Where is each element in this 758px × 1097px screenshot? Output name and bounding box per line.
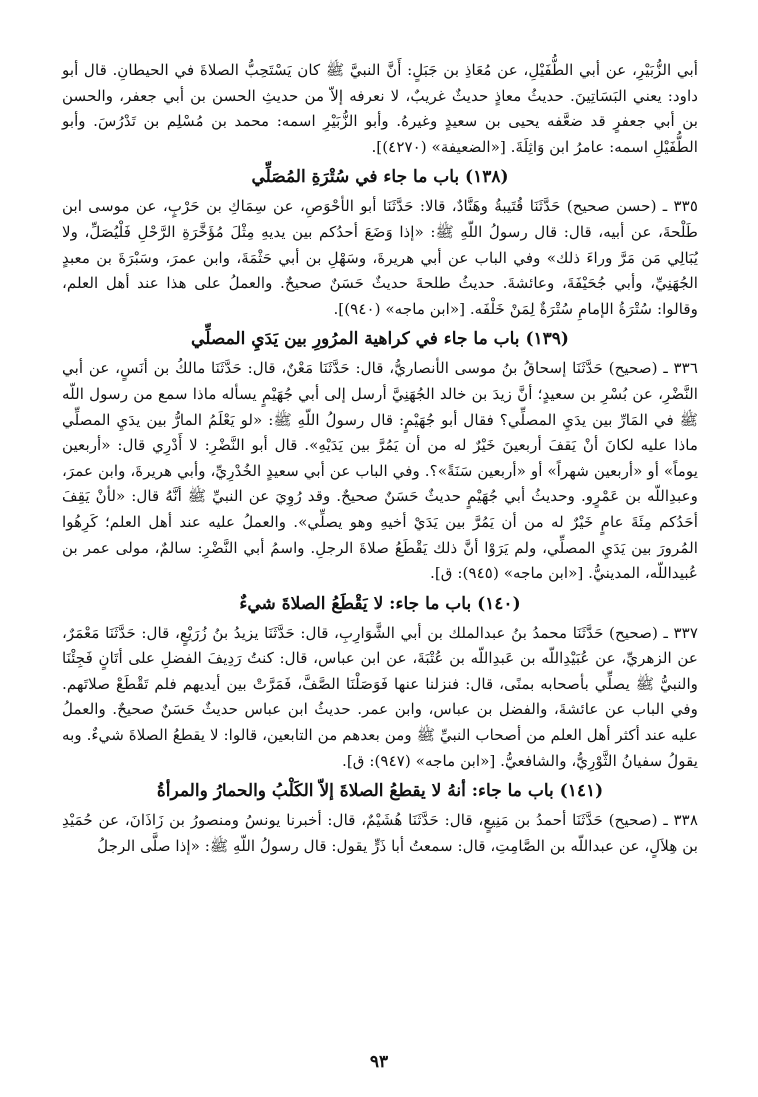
chapter-heading: (١٣٩) باب ما جاء في كراهية المرُورِ بين يَدَيِ المصلِّي — [191, 329, 569, 350]
hadith-paragraph: ٣٣٦ ـ (صحيح) حَدَّثَنَا إسحاقُ بنُ موسى الأنصاريُّ، قال: حَدَّثَنَا مَعْنٌ، قال: حَدَّثَنَا مالكُ بن أنَسٍ، عن أبي النَّضْرِ، عن بُسْرِ بن سعيدٍ؛ أنَّ زيدَ بن خالد الجُهَنِيَّ أرسل إلى أبي جُهَيْمٍ يسأله ماذا سمع من رسول اللّه ﷺ في المَارِّ بين يدَيِ المصلِّي؟ فقال أبو جُهَيْمٍ: قال رسولُ اللّهِ ﷺ: «لو يَعْلَمُ المارُّ بين يدَيِ المصلِّي ماذا عليه لكانَ أنْ يَقفَ أربعينَ خَيْرٌ له من أن يَمُرَّ بين يَدَيْهِ». قال أبو النَّضْرِ: لا أَدْرِي قال: «أربعين يوماً» أو «أربعين شهراً» أو «أربعين سَنَةً»؟. وفي الباب عن أبي سعيدٍ الخُدْرِيِّ، وأبي هريرةَ، وابن عمرَ، وعبدِاللّه بن عَمْرٍو. وحديثُ أبي جُهَيْمٍ حديثٌ حَسَنٌ صحيحٌ. وقد رُوِيَ عن النبيِّ ﷺ أنَّهُ قال: «لأنْ يَقِفَ أحَدُكم مِئَةَ عامٍ خَيْرٌ له من أن يَمُرَّ بين يَدَيْ أخيهِ وهو يصلِّي». والعملُ عليه عند أهل العلم؛ كَرِهُوا المُرورَ بين يَدَيِ المصلِّي، ولم يَرَوْا أنَّ ذلك يَقْطَعُ صلاةَ الرجلِ. واسمُ أبي النَّضْرِ: سالمٌ، مولى عمر بن عُبيداللّه، المدينيُّ. [«ابن ماجه» (٩٤٥): ق]. — [62, 359, 698, 583]
text-paragraph: أبي الزُّبَيْرِ، عن أبي الطُّفَيْلِ، عن مُعَاذِ بن جَبَلٍ: أَنَّ النبيَّ ﷺ كان يَسْتَحِبُّ الصلاةَ في الحيطانِ. قال أبو داود: يعني البَسَاتِينَ. حديثُ معاذٍ حديثٌ غريبٌ، لا نعرفه إلاّ من حديثِ الحسن بن أبي جعفر، والحسن بن أبي جعفرٍ قد ضعَّفه يحيى بن سعيدٍ وغيرهُ. وأبو الزُّبَيْرِ اسمه: محمد بن مُسْلِم بن تَدْرُسَ. وأبو الطُّفَيْلِ اسمه: عامرُ ابن وَاثِلَةَ. [«الضعيفة» (٤٢٧٠)]. — [62, 61, 698, 156]
hadith-paragraph: ٣٣٥ ـ (حسن صحيح) حَدَّثَنَا قُتَيبةُ وهَنَّادٌ، قالا: حَدَّثَنَا أبو الأحْوَصِ، عن سِمَاكِ بن حَرْبٍ، عن موسى ابن طَلْحةَ، عن أبيه، قال: قال رسولُ اللّهِ ﷺ: «إذا وَضَعَ أحدُكم بين يديهِ مِثْلَ مُؤَخَّرَةِ الرَّحْلِ فَلْيُصَلِّ، ولا يُبَالِي مَن مَرَّ وراءَ ذلك» وفي الباب عن أبي هريرةَ، وسَهْلِ بن أبي حَثْمَةَ، وابن عمرَ، وسَبْرَةَ بن معبدٍ الجُهَنِيِّ، وأبي جُحَيْفَةَ، وعائشةَ. حديثُ طلحةَ حديثٌ حَسَنٌ صحيحٌ. والعملُ على هذا عند أهل العلم، وقالوا: سُتْرَةُ الإمامِ سُتْرَةٌ لِمَنْ خَلْفَه. [«ابن ماجه» (٩٤٠)]. — [62, 197, 698, 318]
chapter-heading: (١٣٨) باب ما جاء في سُتْرَةِ المُصَلِّي — [251, 167, 509, 188]
hadith-paragraph: ٣٣٧ ـ (صحيح) حَدَّثَنَا محمدُ بنُ عبدالملك بن أبي الشَّوَارِبِ، قال: حَدَّثَنَا يزيدُ بنُ زُرَيْعٍ، قال: حَدَّثَنَا مَعْمَرٌ، عن الزهريِّ، عن عُبَيْدِاللّه بن عَبدِاللّه بن عُتْبَةَ، عن ابن عباس، قال: كنتُ رَدِيفَ الفضلِ على أتَانٍ فَجِئْنَا والنبيُّ ﷺ يصلِّي بأصحابه بمنًى، قال: فنزلنا عنها فَوَصَلْنَا الصَّفَّ، فَمَرَّتْ بين أيديهم فلم تَقْطَعْ صلاتَهم. وفي الباب عن عائشةَ، والفضل بن عباس، وابن عمر. حديثُ ابن عباس حديثٌ حَسَنٌ صحيحٌ. والعملُ عليه عند أكثر أهل العلم من أصحاب النبيِّ ﷺ ومن بعدهم من التابعين، قالوا: لا يقطعُ الصلاةَ شيءٌ. وبه يقولُ سفيانُ الثَّوْرِيُّ، والشافعيُّ. [«ابن ماجه» (٩٤٧): ق]. — [62, 623, 698, 770]
hadith-paragraph: ٣٣٨ ـ (صحيح) حَدَّثَنَا أحمدُ بن مَنِيعٍ، قال: حَدَّثَنَا هُشَيْمٌ، قال: أخبرنا يونسُ ومنصورُ بن زَاذَانَ، عن حُمَيْدِ بن هِلاَلٍ، عن عبداللّه بن الصَّامِتِ، قال: سمعتُ أبا ذَرٍّ يقول: قال رسولُ اللّهِ ﷺ: «إذا صلَّى الرجلُ — [62, 811, 698, 855]
chapter-heading: (١٤٠) باب ما جاء: لا يَقْطَعُ الصلاةَ شيءٌ — [239, 593, 521, 614]
page-number: ٩٣ — [369, 1052, 389, 1072]
chapter-heading: (١٤١) باب ما جاء: أنهُ لا يقطعُ الصلاةَ إلاّ الكَلْبُ والحمارُ والمرأةُ — [156, 781, 604, 802]
